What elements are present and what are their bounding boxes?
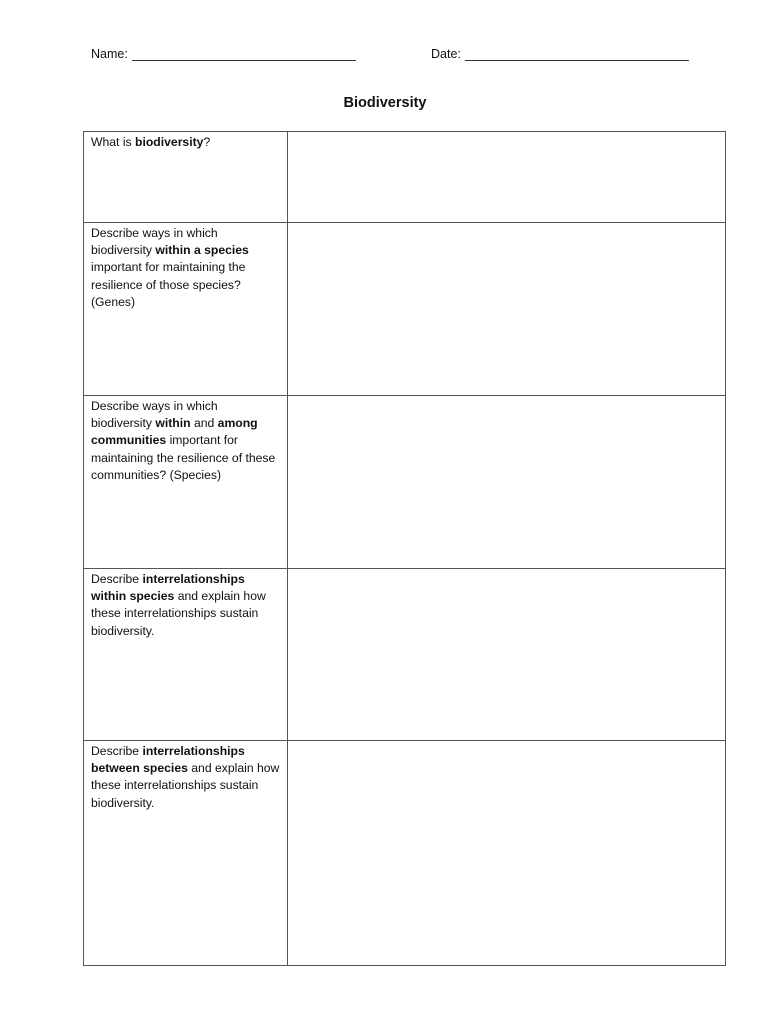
question-text-segment: Describe (91, 744, 143, 758)
question-text-segment: Describe ways in which biodiversity (91, 226, 218, 258)
question-text-segment: and explain how these interrelationships sustain biodiversity. (91, 761, 280, 810)
answer-cell[interactable] (288, 396, 726, 569)
question-text-bold: among communities (91, 416, 258, 448)
question-text-segment: Describe (91, 572, 143, 586)
page-title: Biodiversity (343, 95, 427, 111)
question-text (84, 132, 287, 151)
question-text-segment: Describe ways in which biodiversity (91, 399, 218, 431)
question-text-bold: interrelationships within species (91, 572, 245, 604)
question-cell (84, 223, 288, 396)
table-row (84, 741, 726, 966)
question-cell (84, 132, 288, 223)
question-text (84, 396, 287, 484)
name-label: Name: (91, 47, 128, 61)
question-cell (84, 741, 288, 966)
answer-cell[interactable] (288, 132, 726, 223)
date-field-row (431, 47, 689, 61)
table-row (84, 132, 726, 223)
question-text-bold: biodiversity (135, 135, 204, 149)
question-text-segment: What is (91, 135, 136, 149)
table-row (84, 223, 726, 396)
question-cell (84, 396, 288, 569)
worksheet-table (83, 131, 726, 966)
table-row (84, 396, 726, 569)
question-text-segment: and explain how these interrelationships sustain biodiversity. (91, 589, 266, 638)
name-blank-line[interactable] (132, 47, 356, 61)
question-text (84, 223, 287, 311)
question-text-segment: important for maintaining the resilience of these communities? (Species) (91, 433, 276, 482)
name-field-row (91, 47, 356, 61)
date-label: Date: (431, 47, 461, 61)
question-text-segment: and (190, 416, 218, 431)
question-text (84, 569, 287, 640)
date-blank-line[interactable] (465, 47, 689, 61)
question-text (84, 741, 287, 812)
answer-cell[interactable] (288, 741, 726, 966)
answer-cell[interactable] (288, 569, 726, 741)
question-text-segment: ? (203, 135, 211, 149)
table-row (84, 569, 726, 741)
answer-cell[interactable] (288, 223, 726, 396)
question-text-bold: interrelationships between species (91, 744, 245, 776)
question-text-segment: important for maintaining the resilience of those species? (Genes) (91, 260, 246, 309)
question-text-bold: within (155, 416, 191, 431)
question-text-bold: within a species (155, 243, 249, 258)
question-cell (84, 569, 288, 741)
